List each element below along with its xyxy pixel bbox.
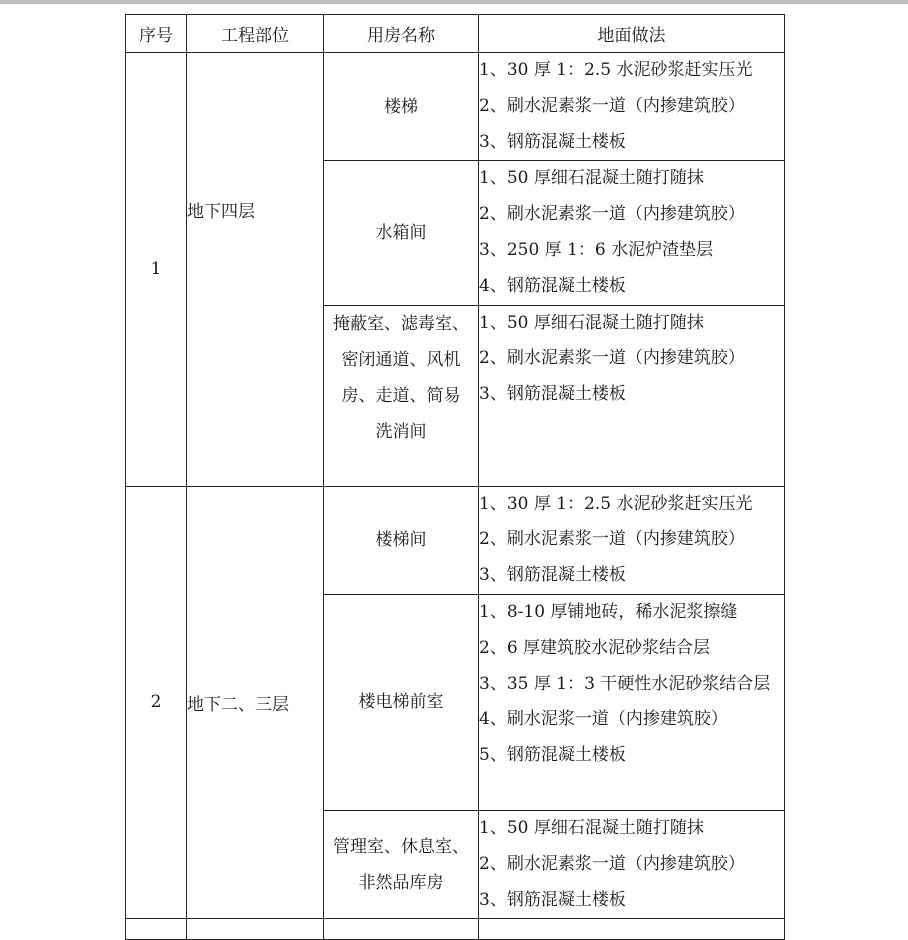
table-row-cut [126, 919, 785, 940]
method-step: 2、刷水泥素浆一道（内掺建筑胶） [479, 204, 745, 225]
room-name-line: 掩蔽室、滤毒室、 [333, 313, 469, 334]
method-step: 3、钢筋混凝土楼板 [479, 131, 626, 152]
method-step: 4、钢筋混凝土楼板 [479, 275, 626, 296]
part-cell: 地下四层 [187, 53, 324, 487]
seq-cell: 2 [126, 486, 187, 919]
part-cell: 地下二、三层 [187, 486, 324, 919]
method-cell [479, 486, 785, 594]
method-step: 3、250 厚 1：6 水泥炉渣垫层 [479, 239, 714, 260]
room-name-cell [324, 305, 479, 486]
header-method: 地面做法 [479, 15, 785, 53]
floor-finish-table [125, 14, 785, 940]
method-step: 1、50 厚细石混凝土随打随抹 [479, 312, 704, 333]
method-cell [479, 161, 785, 305]
method-cell [479, 810, 785, 918]
method-step: 3、钢筋混凝土楼板 [479, 889, 626, 910]
method-step: 2、刷水泥素浆一道（内掺建筑胶） [479, 529, 745, 550]
method-step: 3、钢筋混凝土楼板 [479, 565, 626, 586]
method-step: 1、50 厚细石混凝土随打随抹 [479, 817, 704, 838]
method-step: 1、30 厚 1：2.5 水泥砂浆赶实压光 [479, 493, 753, 514]
room-name-line: 管理室、休息室、 [333, 836, 469, 857]
header-part: 工程部位 [187, 15, 324, 53]
table-header-row [126, 15, 785, 53]
seq-cell: 1 [126, 53, 187, 487]
table-row [126, 486, 785, 594]
empty-cell [187, 919, 324, 940]
method-step: 1、30 厚 1：2.5 水泥砂浆赶实压光 [479, 60, 753, 80]
room-name-line: 密闭通道、风机 [341, 349, 461, 370]
room-name-cell: 楼电梯前室 [324, 594, 479, 810]
room-name-cell: 楼梯 [324, 53, 479, 161]
method-cell [479, 53, 785, 161]
empty-cell [324, 919, 479, 940]
method-step: 3、钢筋混凝土楼板 [479, 384, 626, 405]
method-step: 2、刷水泥素浆一道（内掺建筑胶） [479, 348, 745, 369]
room-name-cell: 水箱间 [324, 161, 479, 305]
method-step: 2、刷水泥素浆一道（内掺建筑胶） [479, 95, 745, 116]
empty-cell [479, 919, 785, 940]
room-name-line: 非然品库房 [358, 872, 444, 893]
empty-cell [126, 919, 187, 940]
room-name-line: 洗消间 [375, 421, 427, 442]
method-step: 3、35 厚 1：3 干硬性水泥砂浆结合层 [479, 673, 771, 694]
method-step: 2、6 厚建筑胶水泥砂浆结合层 [479, 637, 711, 658]
method-step: 1、50 厚细石混凝土随打随抹 [479, 168, 704, 189]
window-top-edge [0, 0, 908, 4]
method-cell [479, 594, 785, 810]
method-step: 5、钢筋混凝土楼板 [479, 745, 626, 766]
method-step: 1、8-10 厚铺地砖，稀水泥浆擦缝 [479, 601, 738, 622]
header-seq: 序号 [126, 15, 187, 53]
room-name-cell: 楼梯间 [324, 486, 479, 594]
room-name-cell [324, 810, 479, 918]
method-step: 4、刷水泥浆一道（内掺建筑胶） [479, 709, 728, 730]
room-name-line: 房、走道、简易 [341, 385, 461, 406]
method-step: 2、刷水泥素浆一道（内掺建筑胶） [479, 853, 745, 874]
header-room: 用房名称 [324, 15, 479, 53]
method-cell [479, 305, 785, 486]
table-row [126, 53, 785, 161]
